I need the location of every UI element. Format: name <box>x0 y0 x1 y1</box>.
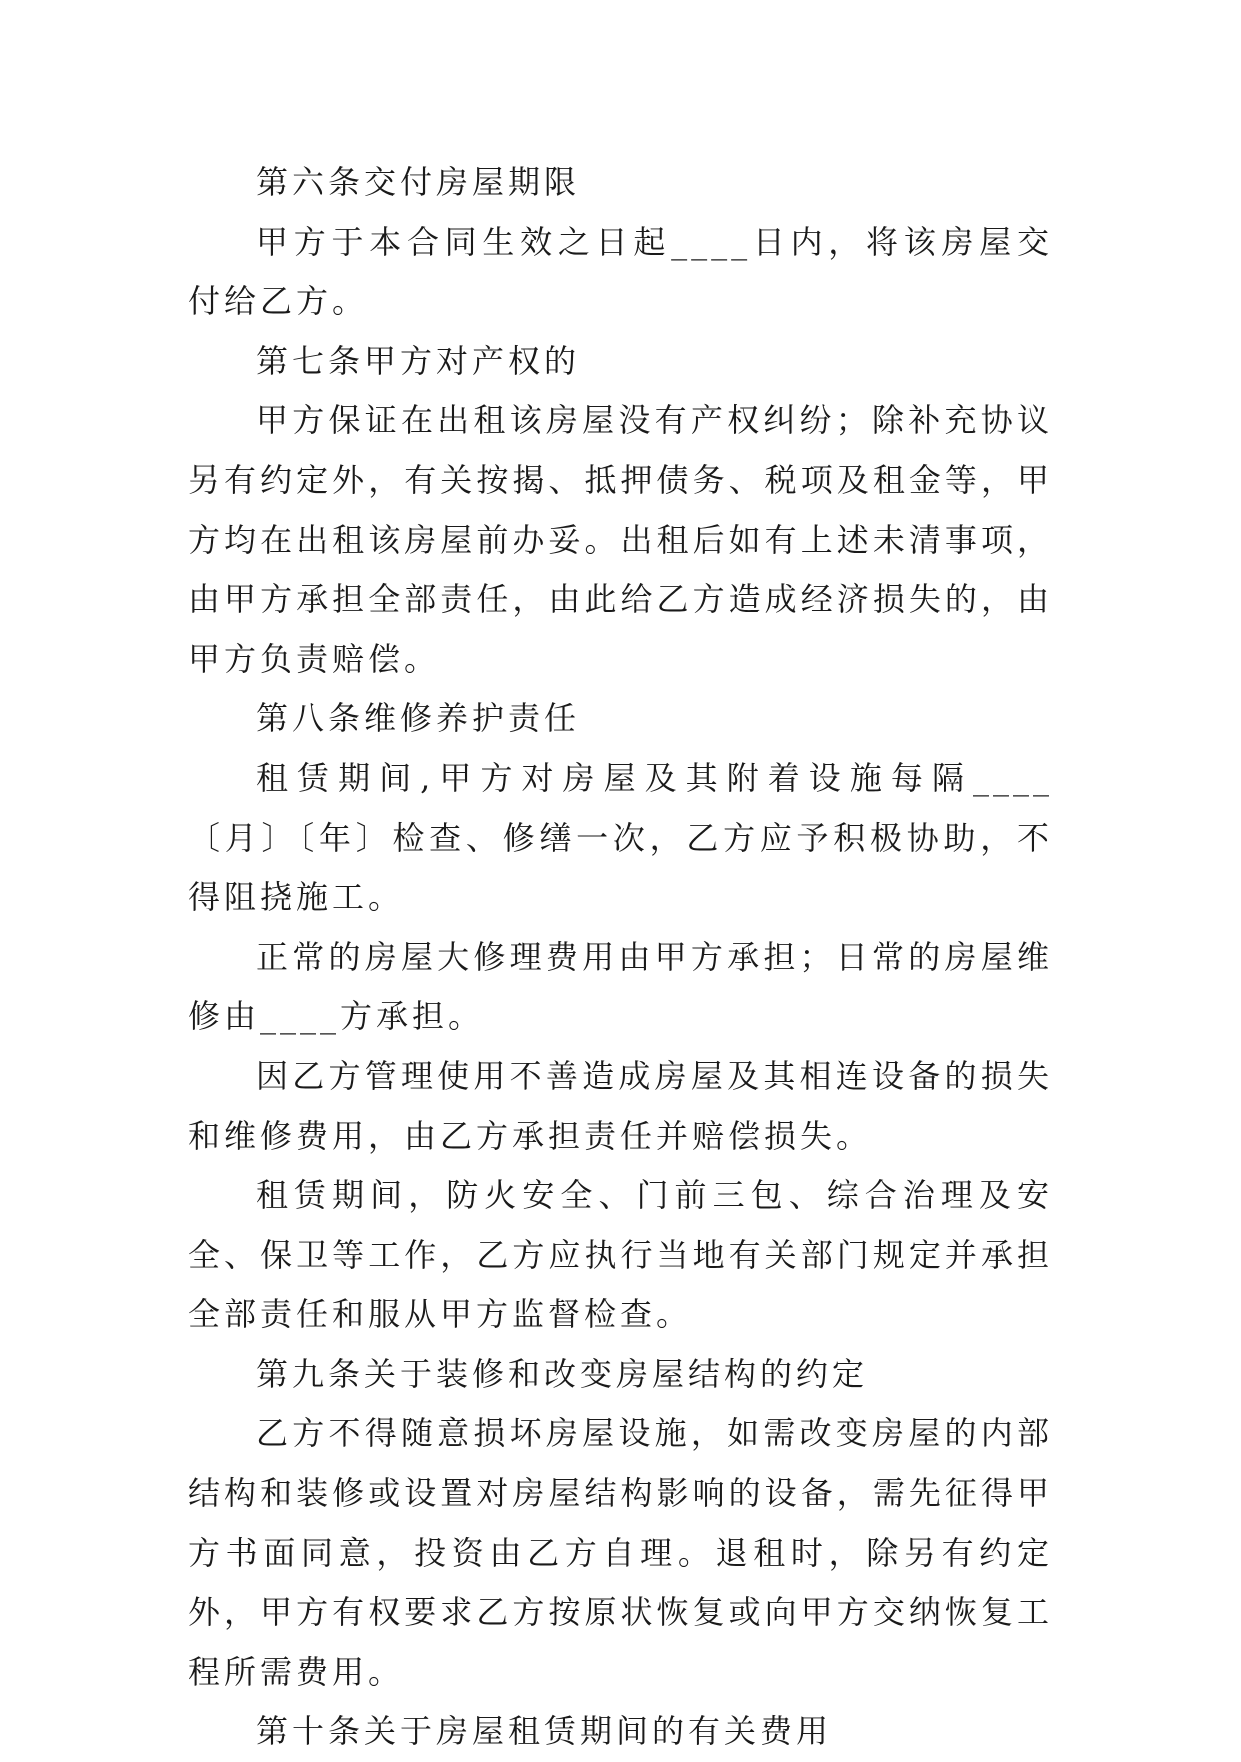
document-body <box>188 153 1053 1762</box>
article-9-heading: 第九条关于装修和改变房屋结构的约定 <box>256 1354 869 1393</box>
article-8-paragraph-3: 因乙方管理使用不善造成房屋及其相连设备的损失和维修费用，由乙方承担责任并赔偿损失。 <box>188 1056 1053 1155</box>
article-6-heading: 第六条交付房屋期限 <box>256 163 581 201</box>
article-8-paragraph-1: 租赁期间,甲方对房屋及其附着设施每隔____〔月〕〔年〕检查、修缮一次，乙方应予积极协助，不得阻挠施工。 <box>188 758 1053 917</box>
article-9-paragraph: 乙方不得随意损坏房屋设施，如需改变房屋的内部结构和装修或设置对房屋结构影响的设备，需先征得甲方书面同意，投资由乙方自理。退租时，除另有约定外，甲方有权要求乙方按原状恢复或向甲方交纳恢复工程所需费用。 <box>188 1414 1053 1691</box>
article-8-paragraph-2: 正常的房屋大修理费用由甲方承担；日常的房屋维修由____方承担。 <box>188 937 1053 1036</box>
article-8-heading: 第八条维修养护责任 <box>256 699 581 738</box>
article-7-paragraph: 甲方保证在出租该房屋没有产权纠纷；除补充协议另有约定外，有关按揭、抵押债务、税项及租金等，甲方均在出租该房屋前办妥。出租后如有上述未清事项，由甲方承担全部责任，由此给乙方造成经济损失的，由甲方负责赔偿。 <box>188 401 1053 678</box>
article-8-paragraph-4: 租赁期间，防火安全、门前三包、综合治理及安全、保卫等工作，乙方应执行当地有关部门规定并承担全部责任和服从甲方监督检查。 <box>188 1176 1053 1334</box>
article-7-heading: 第七条甲方对产权的 <box>256 341 581 380</box>
article-10-heading: 第十条关于房屋租赁期间的有关费用 <box>256 1712 833 1751</box>
article-6-paragraph: 甲方于本合同生效之日起____日内，将该房屋交付给乙方。 <box>188 222 1053 321</box>
